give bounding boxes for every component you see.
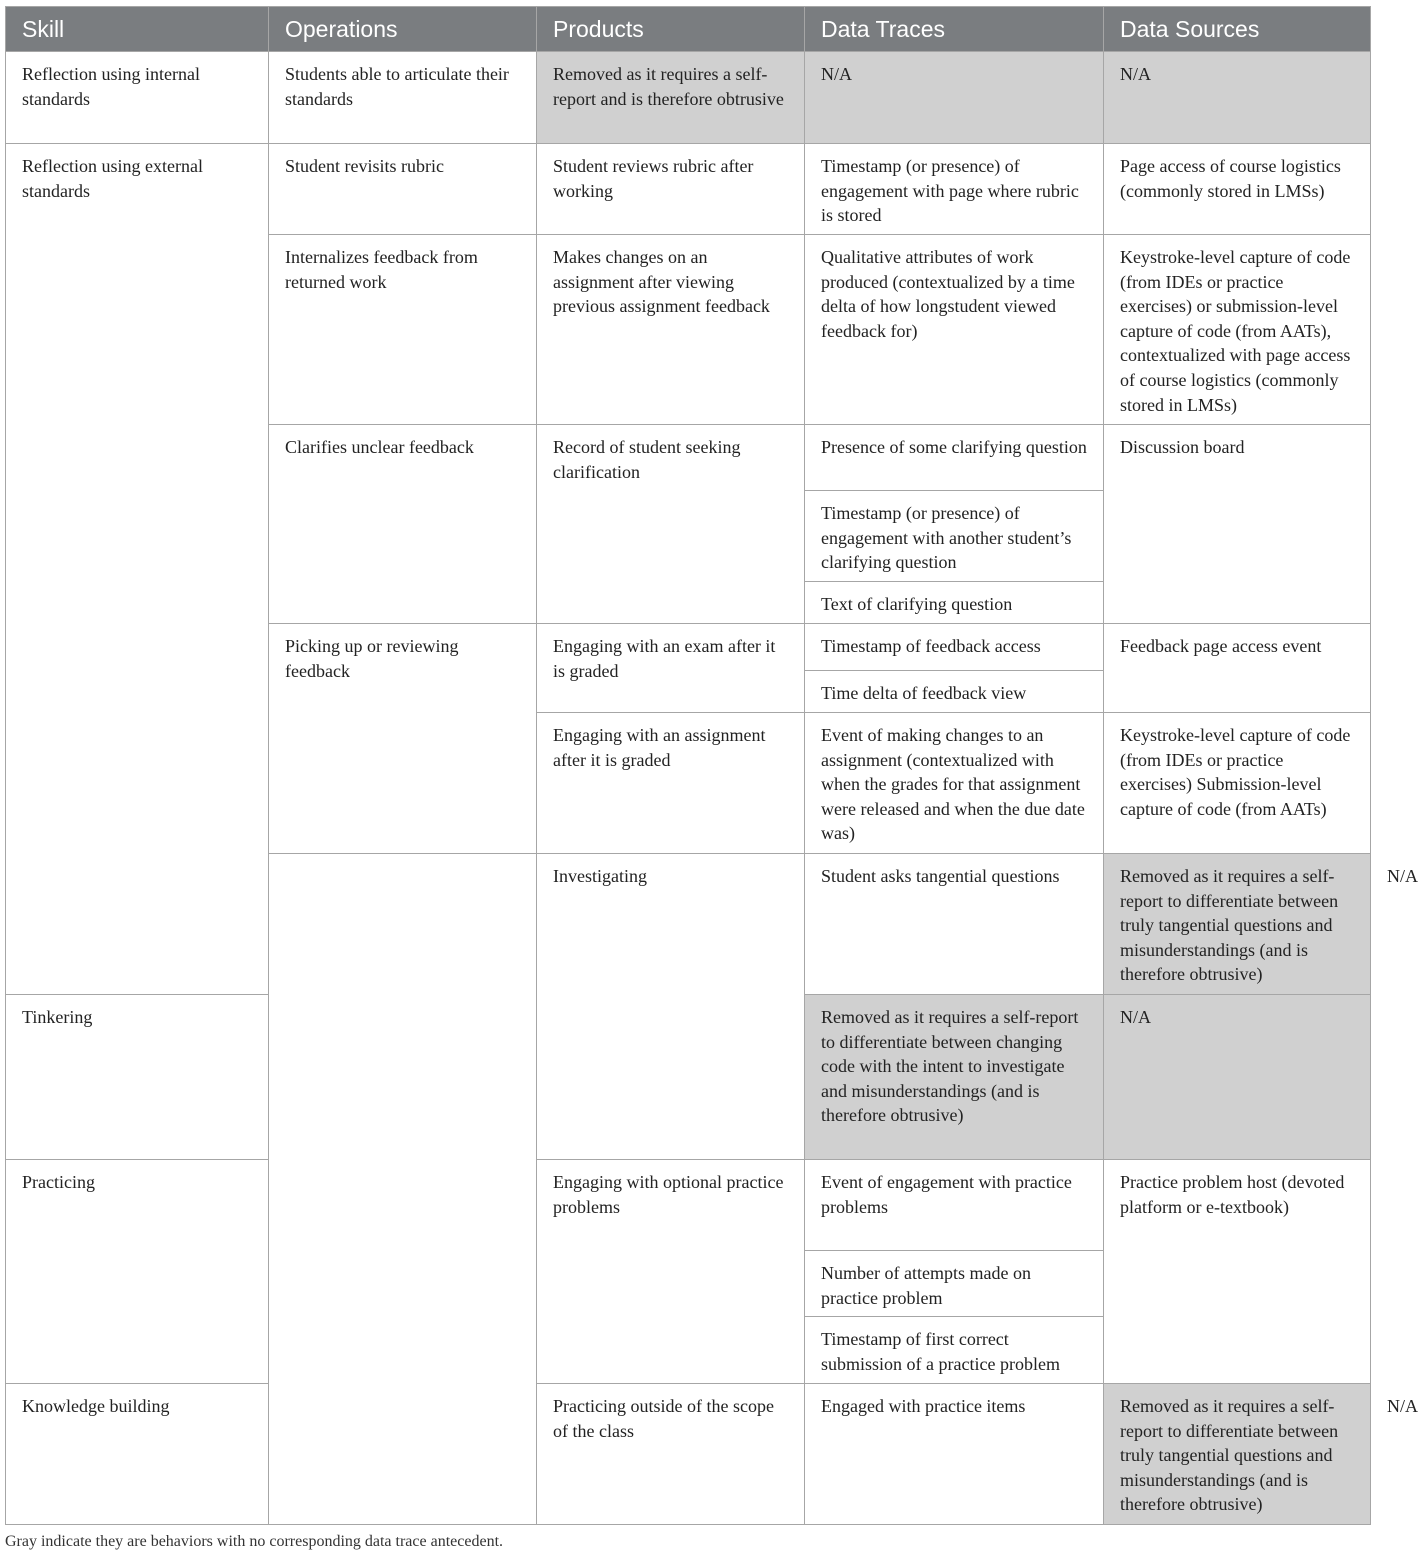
product-cell: Engaged with practice items [805, 1384, 1104, 1525]
trace-cell: Text of clarifying question [805, 582, 1104, 624]
table-row [6, 52, 1371, 144]
trace-cell: Number of attempts made on practice problem [805, 1251, 1104, 1317]
operation-cell: Picking up or reviewing feedback [269, 624, 537, 854]
trace-cell: Timestamp (or presence) of engagement with page where rubric is stored [805, 144, 1104, 235]
trace-cell: Timestamp of feedback access [805, 624, 1104, 671]
skill-cell [269, 854, 537, 1525]
product-cell: Tinkering [6, 995, 269, 1160]
skills-data-table [5, 6, 1418, 1525]
product-cell: Makes changes on an assignment after viewing previous assignment feedback [537, 235, 805, 425]
trace-cell: Presence of some clarifying question [805, 425, 1104, 491]
operation-cell: Internalizes feedback from returned work [269, 235, 537, 425]
skill-cell: Reflection using internal standards [6, 52, 269, 144]
table-row: Investigating Student asks tangential questions Removed as it requires a self-report to differentiate between truly tangential questions and misunderstandings (and is therefore obtrusive) N/A [6, 854, 1371, 995]
header-row [6, 7, 1371, 52]
trace-cell: Qualitative attributes of work produced (contextualized by a time delta of how longstudent viewed feedback for) [805, 235, 1104, 425]
table-footnote: Gray indicate they are behaviors with no corresponding data trace antecedent. [5, 1533, 504, 1550]
operation-cell: Practicing outside of the scope of the class [537, 1384, 805, 1525]
source-cell: Keystroke-level capture of code (from IDEs or practice exercises) Submission-level capture of code (from AATs) [1104, 713, 1371, 854]
product-cell: Student asks tangential questions [805, 854, 1104, 995]
product-cell: Engaging with optional practice problems [537, 1160, 805, 1384]
source-cell: Keystroke-level capture of code (from IDEs or practice exercises) or submission-level capture of code (from AATs), contextualized with page access of course logistics (commonly stored in LMSs) [1104, 235, 1371, 425]
table-row [6, 1160, 1371, 1251]
header-data-sources: Data Sources [1104, 7, 1371, 52]
trace-cell: Removed as it requires a self-report to differentiate between truly tangential questions and misunderstandings (and is therefore obtrusive) [1104, 854, 1371, 995]
header-skill: Skill [6, 7, 269, 52]
table-row: Knowledge building Practicing outside of the scope of the class Engaged with practice items Removed as it requires a self-report to differentiate between truly tangential questions and misunderstandings (and is therefore obtrusive) N/A [6, 1384, 1371, 1525]
operation-cell: Practicing [6, 1160, 269, 1384]
trace-cell: Removed as it requires a self-report to differentiate between changing code with the intent to investigate and misunderstandings (and is therefore obtrusive) [805, 995, 1104, 1160]
trace-cell: Event of making changes to an assignment (contextualized with when the grades for that assignment were released and when the due date was) [805, 713, 1104, 854]
source-cell: Discussion board [1104, 425, 1371, 624]
product-cell: Engaging with an assignment after it is graded [537, 713, 805, 854]
header-data-traces: Data Traces [805, 7, 1104, 52]
table-row [6, 144, 1371, 235]
skill-cell: Reflection using external standards [6, 144, 269, 995]
operation-cell: Students able to articulate their standards [269, 52, 537, 144]
trace-cell: Event of engagement with practice problems [805, 1160, 1104, 1251]
trace-cell: N/A [805, 52, 1104, 144]
trace-cell: Timestamp of first correct submission of a practice problem [805, 1317, 1104, 1384]
operation-cell: Student revisits rubric [269, 144, 537, 235]
header-products: Products [537, 7, 805, 52]
product-cell: Student reviews rubric after working [537, 144, 805, 235]
trace-cell: Removed as it requires a self-report to differentiate between truly tangential questions and misunderstandings (and is therefore obtrusive) [1104, 1384, 1371, 1525]
product-cell: Engaging with an exam after it is graded [537, 624, 805, 713]
skill-cell: Knowledge building [6, 1384, 269, 1525]
trace-cell: Time delta of feedback view [805, 671, 1104, 713]
product-cell: Record of student seeking clarification [537, 425, 805, 624]
source-cell: Practice problem host (devoted platform or e-textbook) [1104, 1160, 1371, 1384]
source-cell: N/A [1104, 52, 1371, 144]
product-cell: Removed as it requires a self-report and is therefore obtrusive [537, 52, 805, 144]
header-operations: Operations [269, 7, 537, 52]
source-cell: Page access of course logistics (commonly stored in LMSs) [1104, 144, 1371, 235]
source-cell: N/A [1104, 995, 1371, 1160]
operation-cell: Investigating [537, 854, 805, 1160]
source-cell: Feedback page access event [1104, 624, 1371, 713]
operation-cell: Clarifies unclear feedback [269, 425, 537, 624]
trace-cell: Timestamp (or presence) of engagement with another student’s clarifying question [805, 491, 1104, 582]
